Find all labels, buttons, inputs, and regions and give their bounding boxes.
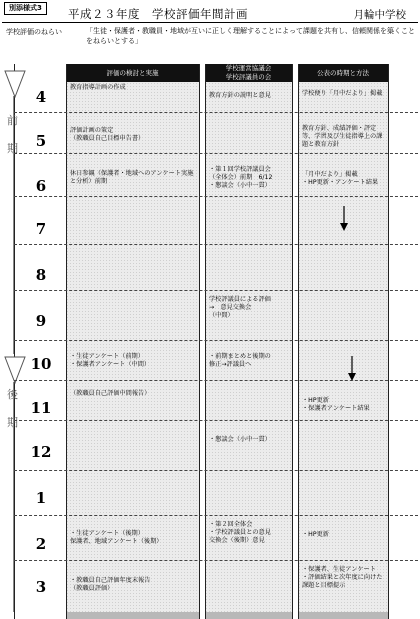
month-label: 12 — [30, 443, 52, 461]
arrow-down-icon — [339, 206, 349, 235]
eval-cell: ・生徒アンケート（前期） ・保護者アンケート（中間） — [70, 353, 151, 369]
column-header-council: 学校運営協議会 学校評議員の会 — [205, 64, 292, 82]
aim-text: 「生徒・保護者・教職員・地域が互いに正しく理解することによって課題を共有し、信頼関係を築くことをねらいとする」 — [86, 27, 415, 45]
month-label: 11 — [30, 399, 52, 417]
first-term-char-2: 期 — [7, 142, 18, 155]
publish-cell: 学校便り「月中だより」掲載 — [302, 90, 383, 97]
title-divider — [2, 22, 418, 23]
eval-column-footer — [66, 612, 199, 619]
publish-cell: 「月中だより」掲載 ・HP更新・アンケート結果 — [302, 171, 379, 187]
row-divider — [14, 380, 418, 381]
second-term-line — [13, 382, 14, 612]
council-cell: 学校評議員による評価 → 意見交換会 （中間） — [209, 296, 271, 320]
row-divider — [14, 340, 418, 341]
council-cell: ・前期まとめと後期の 修正→評議員へ — [209, 353, 271, 369]
column-divider — [292, 64, 293, 619]
council-cell: ・第２回全体会 ・学校評議員との意見 交換会（後期）意見 — [209, 521, 271, 545]
first-term-char-1: 前 — [7, 114, 18, 127]
eval-cell: ・教職員自己評価年度末報告 （教職員評価） — [70, 577, 151, 593]
row-divider — [14, 112, 418, 113]
arrow-down-icon — [347, 356, 357, 385]
column-divider — [199, 64, 200, 619]
row-divider — [14, 153, 418, 154]
eval-cell: 評価計画の策定 （教職員自己目標申告書） — [70, 127, 145, 143]
publish-cell: 教育方針、成績評価・評定等、学習及び生徒指導上の課題と教育方針 — [302, 125, 383, 149]
council-cell: ・第１回学校評議員会 （全体会）前期 6/12 ・懇談会（小中一貫） — [209, 166, 273, 190]
eval-cell: 休日参観（保護者・地域へのアンケート実施と分析）前期 — [70, 170, 194, 186]
month-label: 3 — [35, 578, 47, 596]
row-divider — [14, 244, 418, 245]
row-divider — [14, 196, 418, 197]
month-label: 5 — [35, 132, 47, 150]
column-header-publish: 公表の時期と方法 — [298, 64, 388, 82]
month-label: 9 — [35, 312, 47, 330]
column-divider — [298, 64, 299, 619]
column-divider — [205, 64, 206, 619]
column-header-eval: 評価の検討と実施 — [66, 64, 199, 82]
month-label: 4 — [35, 88, 47, 106]
council-cell: ・懇談会（小中一貫） — [209, 436, 271, 443]
month-label: 7 — [35, 220, 47, 238]
council-column-footer — [205, 612, 292, 619]
form-tag: 別添様式3 — [4, 2, 47, 15]
eval-cell: （教職員自己評価中間報告） — [70, 390, 151, 397]
row-divider — [14, 290, 418, 291]
school-name: 月輪中学校 — [353, 9, 406, 21]
aim-label: 学校評価のねらい — [6, 28, 62, 36]
row-divider — [14, 560, 418, 561]
publish-cell: ・HP更新 — [302, 531, 329, 538]
publish-column-footer — [298, 612, 388, 619]
month-label: 10 — [30, 355, 52, 373]
first-term-line — [13, 96, 14, 354]
row-divider — [14, 420, 418, 421]
month-label: 2 — [35, 535, 47, 553]
month-label: 1 — [35, 489, 47, 507]
column-divider — [66, 64, 67, 619]
month-label: 8 — [35, 266, 47, 284]
column-divider — [388, 64, 389, 619]
council-cell: 教育方針の説明と意見 — [209, 92, 271, 99]
publish-cell: ・保護者、生徒アンケート ・評価結果と次年度に向けた課題と目標提示 — [302, 566, 383, 590]
eval-cell: 教育指導計画の作成 — [70, 84, 126, 91]
page-title: 平成２３年度 学校評価年間計画 — [68, 7, 248, 21]
second-term-char-1: 後 — [7, 388, 18, 401]
second-term-char-2: 期 — [7, 416, 18, 429]
row-divider — [14, 515, 418, 516]
eval-cell: ・生徒アンケート（後期） 保護者、地域アンケート（後期） — [70, 530, 163, 546]
month-label: 6 — [35, 177, 47, 195]
publish-cell: ・HP更新 ・保護者アンケート結果 — [302, 397, 370, 413]
row-divider — [14, 470, 418, 471]
